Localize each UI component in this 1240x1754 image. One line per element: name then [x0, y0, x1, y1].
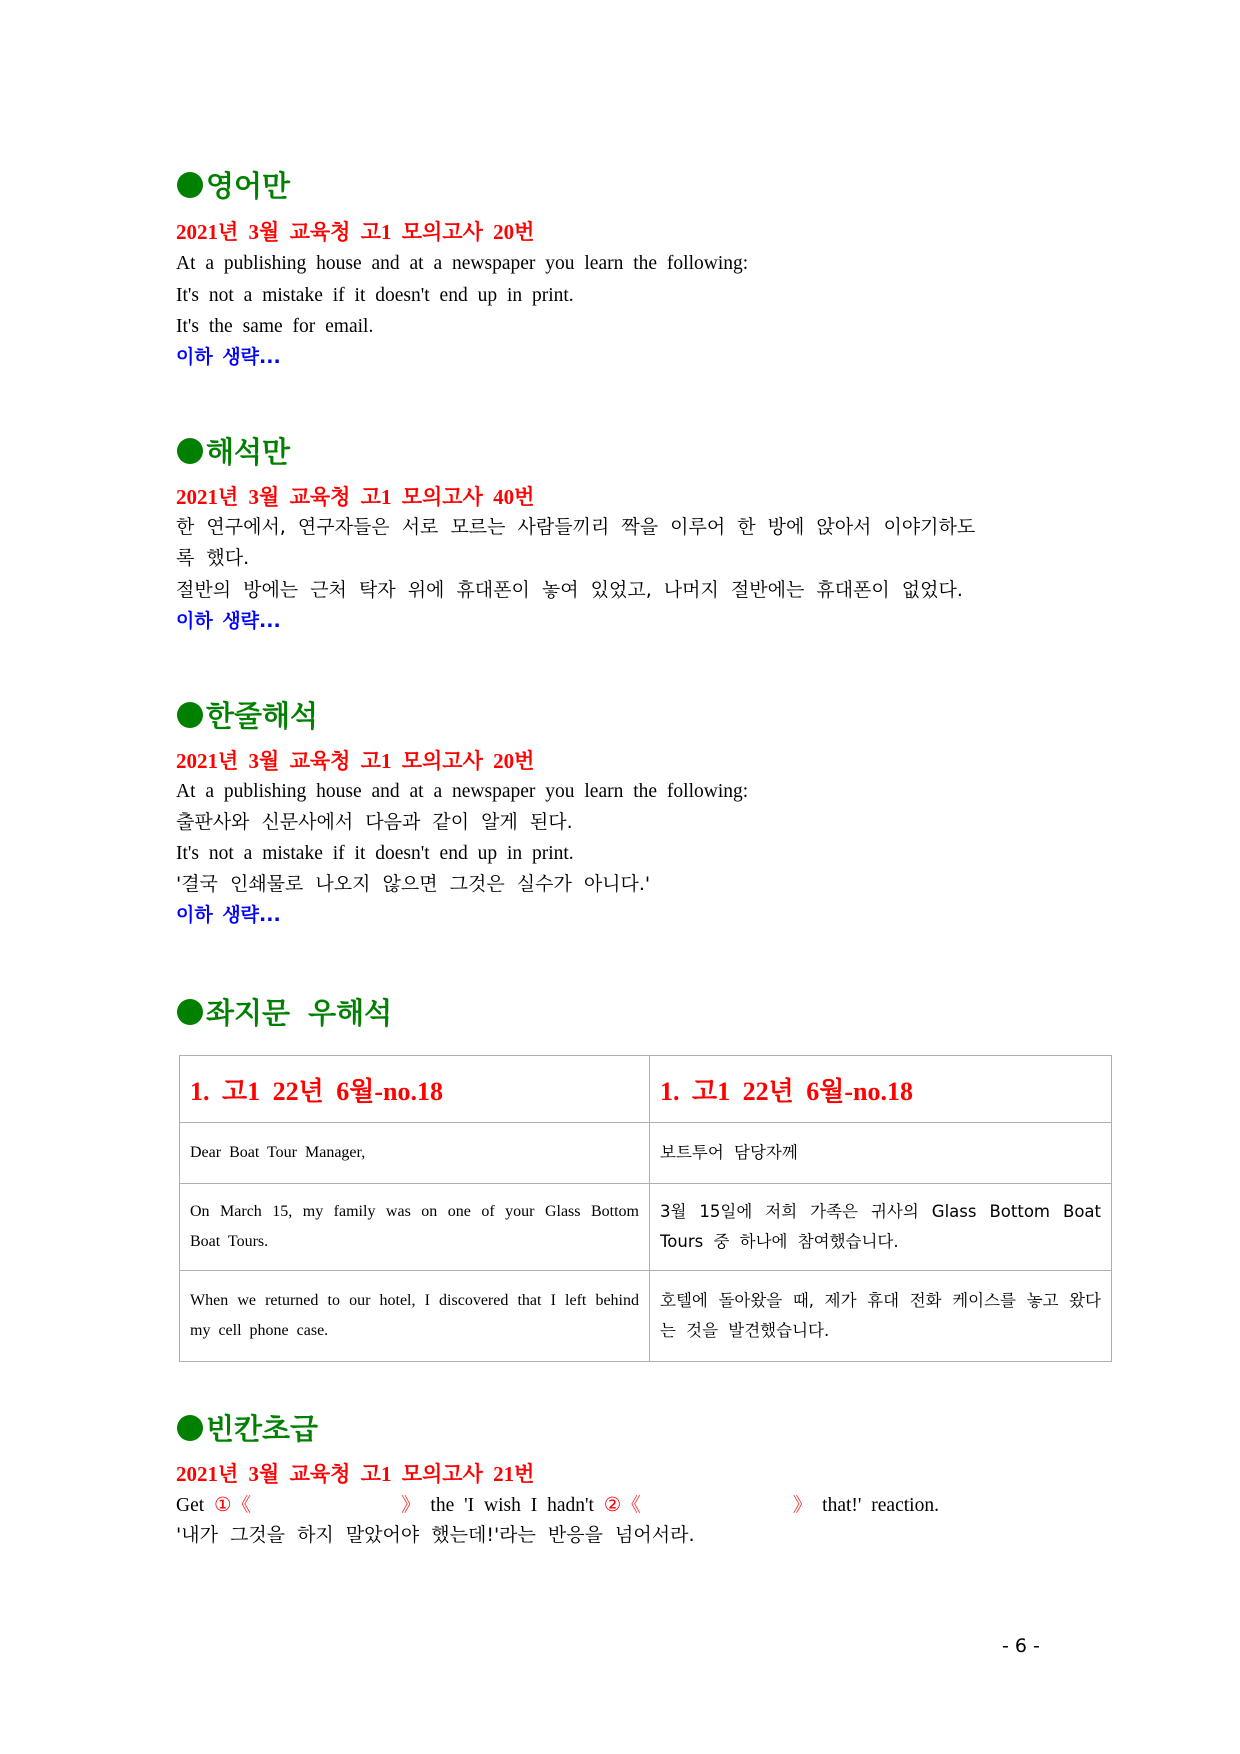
omitted-note: 이하 생략...: [176, 346, 281, 368]
table-header-row: [180, 1056, 1112, 1123]
bullet-dot-icon: [177, 438, 203, 464]
section-title-blank-basic: [177, 1410, 318, 1448]
english-cell: When we returned to our hotel, I discovered that I left behind my cell phone case.: [180, 1271, 650, 1362]
passage-line: At a publishing house and at a newspaper you learn the following:: [176, 253, 749, 274]
section-title-english-only: [177, 167, 290, 205]
sentence-part: Get: [176, 1495, 215, 1516]
passage-line: 한 연구에서, 연구자들은 서로 모르는 사람들끼리 짝을 이루어 한 방에 앉아서 이야기하도: [176, 516, 976, 538]
bullet-dot-icon: [177, 172, 203, 198]
passage-line-english: At a publishing house and at a newspaper you learn the following:: [176, 781, 749, 802]
blank-1-close: 》: [401, 1493, 421, 1516]
source-label: 2021년 3월 교육청 고1 모의고사 21번: [176, 1462, 535, 1486]
table-header-english: 1. 고1 22년 6월-no.18: [180, 1056, 650, 1123]
sentence-part: the 'I wish I hadn't: [420, 1495, 604, 1516]
blank-1-open: ①《: [214, 1493, 252, 1516]
section-title-line-by-line: [177, 697, 318, 735]
korean-cell: 3월 15일에 저희 가족은 귀사의 Glass Bottom Boat Tours 중 하나에 참여했습니다.: [650, 1184, 1112, 1271]
passage-line: 록 했다.: [176, 547, 250, 569]
blank-2-open: ②《: [603, 1493, 641, 1516]
fill-in-blank-sentence: [176, 1492, 939, 1519]
table-header-korean: 1. 고1 22년 6월-no.18: [650, 1056, 1112, 1123]
passage-line: 절반의 방에는 근처 탁자 위에 휴대폰이 놓여 있었고, 나머지 절반에는 휴대폰이 없었다.: [176, 579, 963, 601]
korean-cell: 호텔에 돌아왔을 때, 제가 휴대 전화 케이스를 놓고 왔다는 것을 발견했습니다.: [650, 1271, 1112, 1362]
source-label: 2021년 3월 교육청 고1 모의고사 20번: [176, 749, 535, 773]
parallel-translation-table: [179, 1055, 1112, 1362]
table-row: [180, 1184, 1112, 1271]
korean-cell: 보트투어 담당자께: [650, 1123, 1112, 1184]
omitted-note: 이하 생략...: [176, 904, 281, 926]
section-title-text: 한줄해석: [206, 699, 319, 733]
passage-line-korean: 출판사와 신문사에서 다음과 같이 알게 된다.: [176, 811, 573, 833]
table-row: [180, 1271, 1112, 1362]
english-cell: Dear Boat Tour Manager,: [180, 1123, 650, 1184]
source-label: 2021년 3월 교육청 고1 모의고사 40번: [176, 485, 535, 509]
section-title-text: 좌지문 우해석: [206, 996, 393, 1030]
source-label: 2021년 3월 교육청 고1 모의고사 20번: [176, 220, 535, 244]
passage-line: It's the same for email.: [176, 316, 374, 337]
sentence-translation: '내가 그것을 하지 말았어야 했는데!'라는 반응을 넘어서라.: [176, 1524, 695, 1546]
bullet-dot-icon: [177, 999, 203, 1025]
bullet-dot-icon: [177, 702, 203, 728]
section-title-translation-only: [177, 433, 290, 471]
sentence-part: that!' reaction.: [812, 1495, 939, 1516]
bullet-dot-icon: [177, 1415, 203, 1441]
section-title-text: 빈칸초급: [206, 1412, 319, 1446]
passage-line: It's not a mistake if it doesn't end up in print.: [176, 285, 574, 306]
section-title-text: 영어만: [206, 169, 291, 203]
blank-2-close: 》: [792, 1493, 813, 1516]
passage-line-korean: '결국 인쇄물로 나오지 않으면 그것은 실수가 아니다.': [176, 873, 651, 895]
page-number: - 6 -: [1002, 1635, 1040, 1657]
passage-line-english: It's not a mistake if it doesn't end up in print.: [176, 843, 574, 864]
section-title-text: 해석만: [206, 435, 291, 469]
english-cell: On March 15, my family was on one of your Glass Bottom Boat Tours.: [180, 1184, 650, 1271]
section-title-side-by-side: [177, 994, 392, 1032]
omitted-note: 이하 생략...: [176, 610, 281, 632]
table-row: [180, 1123, 1112, 1184]
